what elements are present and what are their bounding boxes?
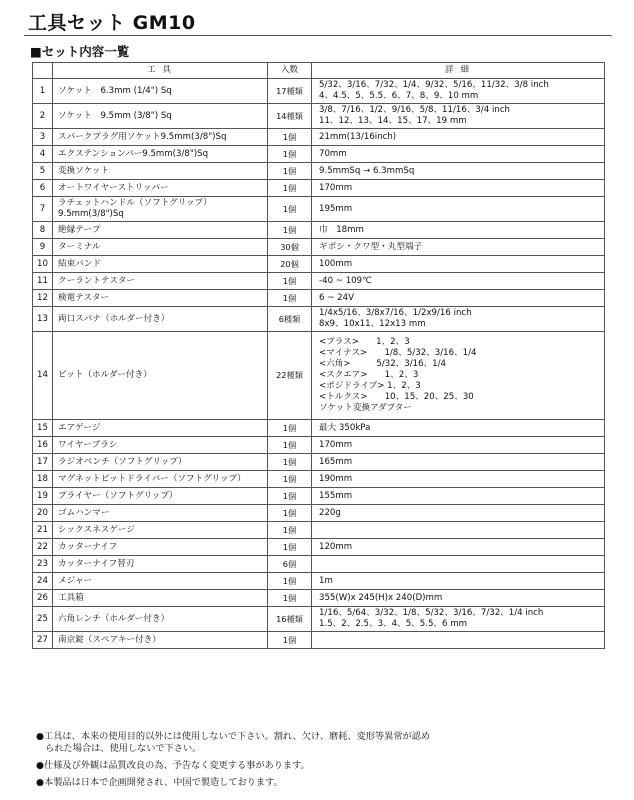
- item-quantity: 1個: [268, 632, 312, 649]
- row-number: 16: [33, 437, 53, 454]
- row-number: 6: [33, 180, 53, 197]
- item-detail: <プラス> 1、2、3 <マイナス> 1/8、5/32、3/16、1/4 <六角> 5/32、3/16、1/4 <スクエア> 1、2、3 <ポジドライブ> 1、2、3 <トルクス> 10、15、20、25、30 ソケット変換アダプター: [312, 332, 605, 420]
- item-quantity: 1個: [268, 454, 312, 471]
- row-number: 20: [33, 505, 53, 522]
- item-detail: 5/32、3/16、7/32、1/4、9/32、5/16、11/32、3/8 inch 4、4.5、5、5.5、6、7、8、9、10 mm: [312, 79, 605, 104]
- item-detail: 6 ~ 24V: [312, 290, 605, 307]
- item-detail: 120mm: [312, 539, 605, 556]
- item-name: プライヤー（ソフトグリップ）: [53, 488, 268, 505]
- table-row: [33, 239, 605, 256]
- item-quantity: 1個: [268, 437, 312, 454]
- item-name: 検電テスター: [53, 290, 268, 307]
- item-quantity: 1個: [268, 129, 312, 146]
- item-quantity: 6種類: [268, 307, 312, 332]
- table-row: [33, 332, 605, 420]
- row-number: 17: [33, 454, 53, 471]
- notes: [36, 731, 596, 793]
- item-detail: -40 ~ 109℃: [312, 273, 605, 290]
- item-detail: 70mm: [312, 146, 605, 163]
- item-quantity: 6個: [268, 556, 312, 573]
- item-name: 六角レンチ（ホルダー付き）: [53, 607, 268, 632]
- table-row: [33, 180, 605, 197]
- item-quantity: 1個: [268, 522, 312, 539]
- item-name: 両口スパナ（ホルダー付き）: [53, 307, 268, 332]
- item-quantity: 22種類: [268, 332, 312, 420]
- row-number: 22: [33, 539, 53, 556]
- item-quantity: 1個: [268, 590, 312, 607]
- row-number: 27: [33, 632, 53, 649]
- table-row: [33, 590, 605, 607]
- row-number: 2: [33, 104, 53, 129]
- item-name: 南京錠（スペアキー付き）: [53, 632, 268, 649]
- header-no: [33, 63, 53, 79]
- item-detail: 170mm: [312, 180, 605, 197]
- row-number: 25: [33, 607, 53, 632]
- item-name: メジャー: [53, 573, 268, 590]
- item-detail: ギボシ・クワ型・丸型端子: [312, 239, 605, 256]
- table-row: [33, 454, 605, 471]
- item-quantity: 1個: [268, 573, 312, 590]
- item-quantity: 1個: [268, 420, 312, 437]
- item-name: シックスネスゲージ: [53, 522, 268, 539]
- row-number: 26: [33, 590, 53, 607]
- item-detail: 最大 350kPa: [312, 420, 605, 437]
- table-row: [33, 222, 605, 239]
- item-name: ターミナル: [53, 239, 268, 256]
- table-row: [33, 163, 605, 180]
- table-row: [33, 573, 605, 590]
- table-body: [33, 79, 605, 649]
- table-row: [33, 290, 605, 307]
- row-number: 10: [33, 256, 53, 273]
- note-spec-change: ●仕様及び外観は品質改良の為、予告なく変更する事があります。: [36, 759, 310, 771]
- item-quantity: 1個: [268, 163, 312, 180]
- row-number: 5: [33, 163, 53, 180]
- table-row: [33, 197, 605, 222]
- item-detail: [312, 522, 605, 539]
- item-detail: 3/8、7/16、1/2、9/16、5/8、11/16、3/4 inch 11、12、13、14、15、17、19 mm: [312, 104, 605, 129]
- row-number: 12: [33, 290, 53, 307]
- table-row: [33, 488, 605, 505]
- item-name: ビット（ホルダー付き）: [53, 332, 268, 420]
- section-heading: ■セット内容一覧: [30, 44, 130, 59]
- row-number: 19: [33, 488, 53, 505]
- item-quantity: 16種類: [268, 607, 312, 632]
- item-detail: 巾 18mm: [312, 222, 605, 239]
- item-detail: 165mm: [312, 454, 605, 471]
- row-number: 4: [33, 146, 53, 163]
- table-row: [33, 146, 605, 163]
- item-name: ワイヤーブラシ: [53, 437, 268, 454]
- table-row: [33, 437, 605, 454]
- item-name: ラジオペンチ（ソフトグリップ）: [53, 454, 268, 471]
- table-header-row: [33, 63, 605, 79]
- item-name: カッターナイフ替刃: [53, 556, 268, 573]
- table-row: [33, 505, 605, 522]
- item-quantity: 1個: [268, 222, 312, 239]
- item-name: ソケット 9.5mm (3/8") Sq: [53, 104, 268, 129]
- item-name: スパークプラグ用ソケット9.5mm(3/8")Sq: [53, 129, 268, 146]
- table-row: [33, 79, 605, 104]
- item-quantity: 1個: [268, 505, 312, 522]
- item-name: オートワイヤーストリッパー: [53, 180, 268, 197]
- row-number: 21: [33, 522, 53, 539]
- item-quantity: 17種類: [268, 79, 312, 104]
- row-number: 24: [33, 573, 53, 590]
- item-detail: 155mm: [312, 488, 605, 505]
- header-item: 工 具: [53, 63, 268, 79]
- table-row: [33, 632, 605, 649]
- header-detail: 詳 細: [312, 63, 605, 79]
- table-row: [33, 471, 605, 488]
- item-detail: 195mm: [312, 197, 605, 222]
- item-name: ラチェットハンドル（ソフトグリップ） 9.5mm(3/8")Sq: [53, 197, 268, 222]
- item-detail: [312, 556, 605, 573]
- row-number: 1: [33, 79, 53, 104]
- item-quantity: 1個: [268, 273, 312, 290]
- item-detail: 21mm(13/16inch): [312, 129, 605, 146]
- row-number: 15: [33, 420, 53, 437]
- item-quantity: 1個: [268, 290, 312, 307]
- table-row: [33, 607, 605, 632]
- item-detail: 170mm: [312, 437, 605, 454]
- item-name: 絶縁テープ: [53, 222, 268, 239]
- item-quantity: 1個: [268, 180, 312, 197]
- table-row: [33, 420, 605, 437]
- item-detail: 190mm: [312, 471, 605, 488]
- row-number: 18: [33, 471, 53, 488]
- item-name: クーラントテスター: [53, 273, 268, 290]
- item-quantity: 20個: [268, 256, 312, 273]
- row-number: 23: [33, 556, 53, 573]
- row-number: 11: [33, 273, 53, 290]
- item-detail: 1/4x5/16、3/8x7/16、1/2x9/16 inch 8x9、10x11、12x13 mm: [312, 307, 605, 332]
- item-name: エアゲージ: [53, 420, 268, 437]
- table-row: [33, 307, 605, 332]
- table-row: [33, 522, 605, 539]
- item-quantity: 14種類: [268, 104, 312, 129]
- page-title: 工具セット GM10: [28, 12, 196, 34]
- item-name: カッターナイフ: [53, 539, 268, 556]
- row-number: 8: [33, 222, 53, 239]
- item-quantity: 1個: [268, 539, 312, 556]
- item-detail: 1m: [312, 573, 605, 590]
- note-origin: ●本製品は日本で企画開発され、中国で製造しております。: [36, 776, 283, 788]
- table-row: [33, 129, 605, 146]
- table-row: [33, 104, 605, 129]
- item-detail: 1/16、5/64、3/32、1/8、5/32、3/16、7/32、1/4 inch 1.5、2、2.5、3、4、5、5.5、6 mm: [312, 607, 605, 632]
- item-quantity: 1個: [268, 471, 312, 488]
- item-detail: 355(W)x 245(H)x 240(D)mm: [312, 590, 605, 607]
- header-qty: 入数: [268, 63, 312, 79]
- table-row: [33, 556, 605, 573]
- item-detail: [312, 632, 605, 649]
- set-contents-table: [32, 62, 605, 649]
- title-divider: [24, 35, 612, 36]
- item-name: 工具箱: [53, 590, 268, 607]
- item-detail: 100mm: [312, 256, 605, 273]
- item-detail: 220g: [312, 505, 605, 522]
- item-name: ソケット 6.3mm (1/4") Sq: [53, 79, 268, 104]
- item-quantity: 30個: [268, 239, 312, 256]
- item-name: エクステンションバー9.5mm(3/8")Sq: [53, 146, 268, 163]
- row-number: 13: [33, 307, 53, 332]
- item-name: 結束バンド: [53, 256, 268, 273]
- item-name: マグネットビットドライバー（ソフトグリップ）: [53, 471, 268, 488]
- item-quantity: 1個: [268, 146, 312, 163]
- item-name: ゴムハンマー: [53, 505, 268, 522]
- item-quantity: 1個: [268, 488, 312, 505]
- table-row: [33, 273, 605, 290]
- table-row: [33, 539, 605, 556]
- note-usage: ●工具は、本来の使用目的以外には使用しないで下さい。割れ、欠け、磨耗、変形等異常が認め られた場合は、使用しないで下さい。: [36, 731, 431, 755]
- row-number: 9: [33, 239, 53, 256]
- item-name: 変換ソケット: [53, 163, 268, 180]
- row-number: 3: [33, 129, 53, 146]
- table-row: [33, 256, 605, 273]
- row-number: 14: [33, 332, 53, 420]
- item-quantity: 1個: [268, 197, 312, 222]
- item-detail: 9.5mmSq → 6.3mmSq: [312, 163, 605, 180]
- row-number: 7: [33, 197, 53, 222]
